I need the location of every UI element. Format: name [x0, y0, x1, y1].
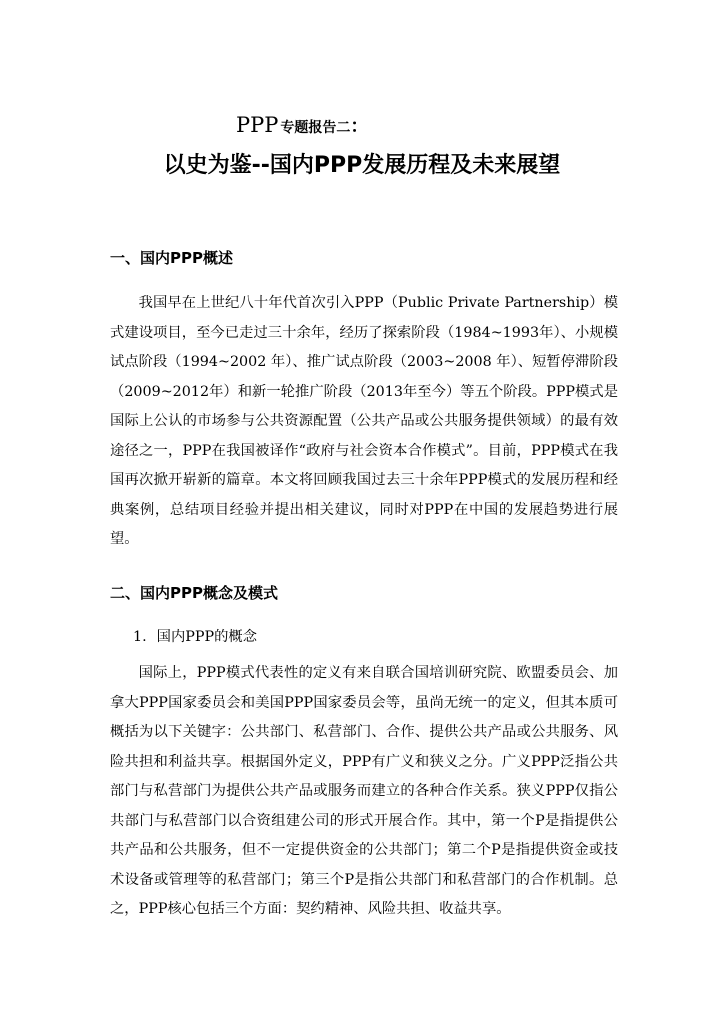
- section-heading-1: 一、国内PPP概述: [110, 249, 233, 267]
- subtitle-colon: ：: [350, 116, 369, 137]
- subsection-number: 1.: [133, 629, 147, 645]
- subsection-heading: [133, 626, 257, 646]
- document-title: 以史为鉴--国内PPP发展历程及未来展望: [163, 153, 561, 178]
- subtitle-rest: 专题报告二: [280, 120, 351, 136]
- section-heading-2: 二、国内PPP概念及模式: [110, 584, 278, 602]
- section-1-paragraph: 我国早在上世纪八十年代首次引入PPP（Public Private Partnership）模式建设项目，至今已走过三十余年，经历了探索阶段（1984~1993年）、小规模试点阶段（1994~2002 年）、推广试点阶段（2003~2008 年）、短暂停滞阶段（2009~2012年）和新一轮推广阶段（2013年至今）等五个阶段。PPP模式是国际上公认的市场参与公共资源配置（公共产品或公共服务提供领域）的最有效途径之一，PPP在我国被译作“政府与社会资本合作模式”。目前，PPP模式在我国再次掀开崭新的篇章。本文将回顾我国过去三十余年PPP模式的发展历程和经典案例，总结项目经验并提出相关建议，同时对PPP在中国的发展趋势进行展望。: [110, 295, 618, 547]
- report-subtitle: [236, 112, 368, 138]
- section-2-paragraph: 国际上，PPP模式代表性的定义有来自联合国培训研究院、欧盟委员会、加拿大PPP国家委员会和美国PPP国家委员会等，虽尚无统一的定义，但其本质可概括为以下关键字：公共部门、私营部门、合作、提供公共产品或公共服务、风险共担和利益共享。根据国外定义，PPP有广义和狭义之分。广义PPP泛指公共部门与私营部门为提供公共产品或服务而建立的各种合作关系。狭义PPP仅指公共部门与私营部门以合资组建公司的形式开展合作。其中，第一个P是指提供公共产品和公共服务，但不一定提供资金的公共部门；第二个P是指提供资金或技术设备或管理等的私营部门；第三个P是指公共部门和私营部门的合作机制。总之，PPP核心包括三个方面：契约精神、风险共担、收益共享。: [110, 665, 618, 917]
- subsection-title: 国内PPP的概念: [156, 629, 257, 645]
- subtitle-prefix: PPP: [236, 113, 279, 137]
